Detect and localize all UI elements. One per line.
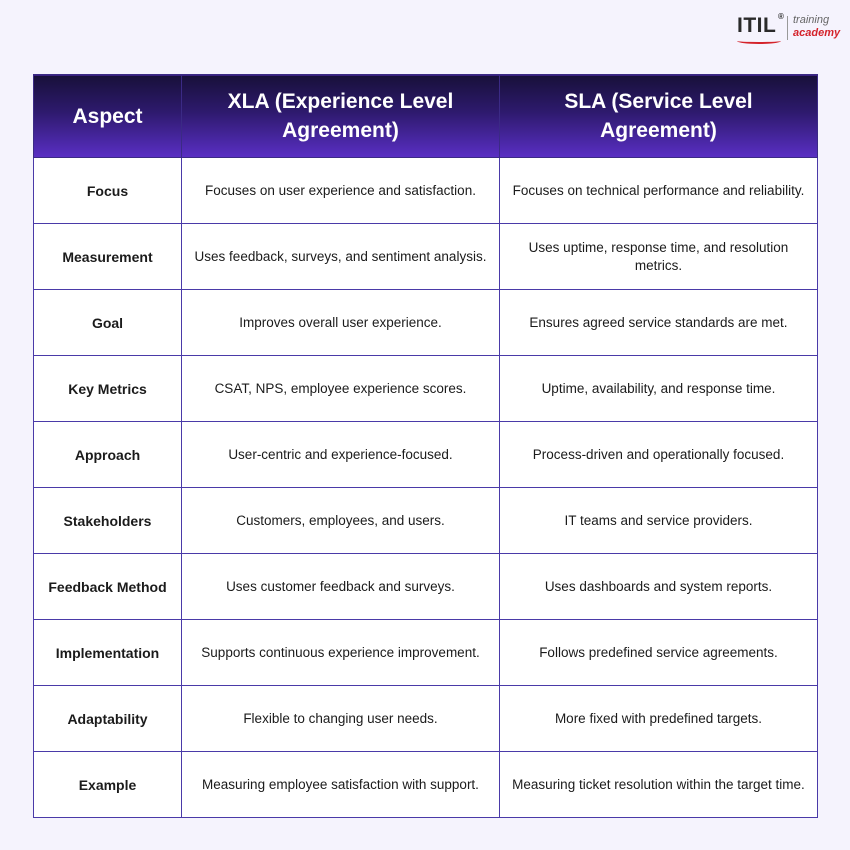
- table-header-row: [34, 75, 818, 158]
- table-row: [34, 356, 818, 422]
- row-xla-cell: CSAT, NPS, employee experience scores.: [182, 356, 500, 422]
- row-sla-cell: Uses uptime, response time, and resolution metrics.: [500, 224, 818, 290]
- table-row: [34, 422, 818, 488]
- row-aspect-stakeholders: Stakeholders: [34, 488, 182, 554]
- table-row: [34, 488, 818, 554]
- row-xla-cell: Improves overall user experience.: [182, 290, 500, 356]
- row-sla-cell: Uses dashboards and system reports.: [500, 554, 818, 620]
- row-xla-cell: Uses customer feedback and surveys.: [182, 554, 500, 620]
- table-row: [34, 290, 818, 356]
- row-xla-cell: User-centric and experience-focused.: [182, 422, 500, 488]
- row-xla-cell: Flexible to changing user needs.: [182, 686, 500, 752]
- logo-registered-mark: ®: [778, 12, 784, 21]
- logo-wordmark: ITIL: [737, 14, 777, 37]
- row-sla-cell: Follows predefined service agreements.: [500, 620, 818, 686]
- row-xla-cell: Measuring employee satisfaction with support.: [182, 752, 500, 818]
- table-row: [34, 686, 818, 752]
- itil-training-academy-logo: [737, 12, 841, 46]
- row-aspect-approach: Approach: [34, 422, 182, 488]
- row-aspect-implementation: Implementation: [34, 620, 182, 686]
- row-aspect-focus: Focus: [34, 158, 182, 224]
- row-sla-cell: Process-driven and operationally focused.: [500, 422, 818, 488]
- row-aspect-measurement: Measurement: [34, 224, 182, 290]
- header-xla: XLA (Experience Level Agreement): [182, 75, 500, 158]
- row-sla-cell: IT teams and service providers.: [500, 488, 818, 554]
- row-sla-cell: Uptime, availability, and response time.: [500, 356, 818, 422]
- logo-academy-text: academy: [793, 27, 841, 39]
- row-xla-cell: Supports continuous experience improvement.: [182, 620, 500, 686]
- header-sla: SLA (Service Level Agreement): [500, 75, 818, 158]
- row-xla-cell: Focuses on user experience and satisfaction.: [182, 158, 500, 224]
- row-sla-cell: More fixed with predefined targets.: [500, 686, 818, 752]
- row-sla-cell: Focuses on technical performance and reliability.: [500, 158, 818, 224]
- table-row: [34, 554, 818, 620]
- header-aspect: Aspect: [34, 75, 182, 158]
- table-row: [34, 158, 818, 224]
- comparison-table-container: [33, 74, 817, 815]
- row-aspect-goal: Goal: [34, 290, 182, 356]
- logo-swoosh-icon: [737, 38, 781, 44]
- table-row: [34, 620, 818, 686]
- row-xla-cell: Customers, employees, and users.: [182, 488, 500, 554]
- table-row: [34, 752, 818, 818]
- row-aspect-key-metrics: Key Metrics: [34, 356, 182, 422]
- row-aspect-example: Example: [34, 752, 182, 818]
- comparison-table: [33, 74, 818, 818]
- logo-divider: [787, 16, 788, 40]
- table-row: [34, 224, 818, 290]
- row-sla-cell: Ensures agreed service standards are met.: [500, 290, 818, 356]
- row-sla-cell: Measuring ticket resolution within the target time.: [500, 752, 818, 818]
- row-aspect-feedback-method: Feedback Method: [34, 554, 182, 620]
- row-aspect-adaptability: Adaptability: [34, 686, 182, 752]
- row-xla-cell: Uses feedback, surveys, and sentiment analysis.: [182, 224, 500, 290]
- logo-training-text: training: [793, 14, 830, 26]
